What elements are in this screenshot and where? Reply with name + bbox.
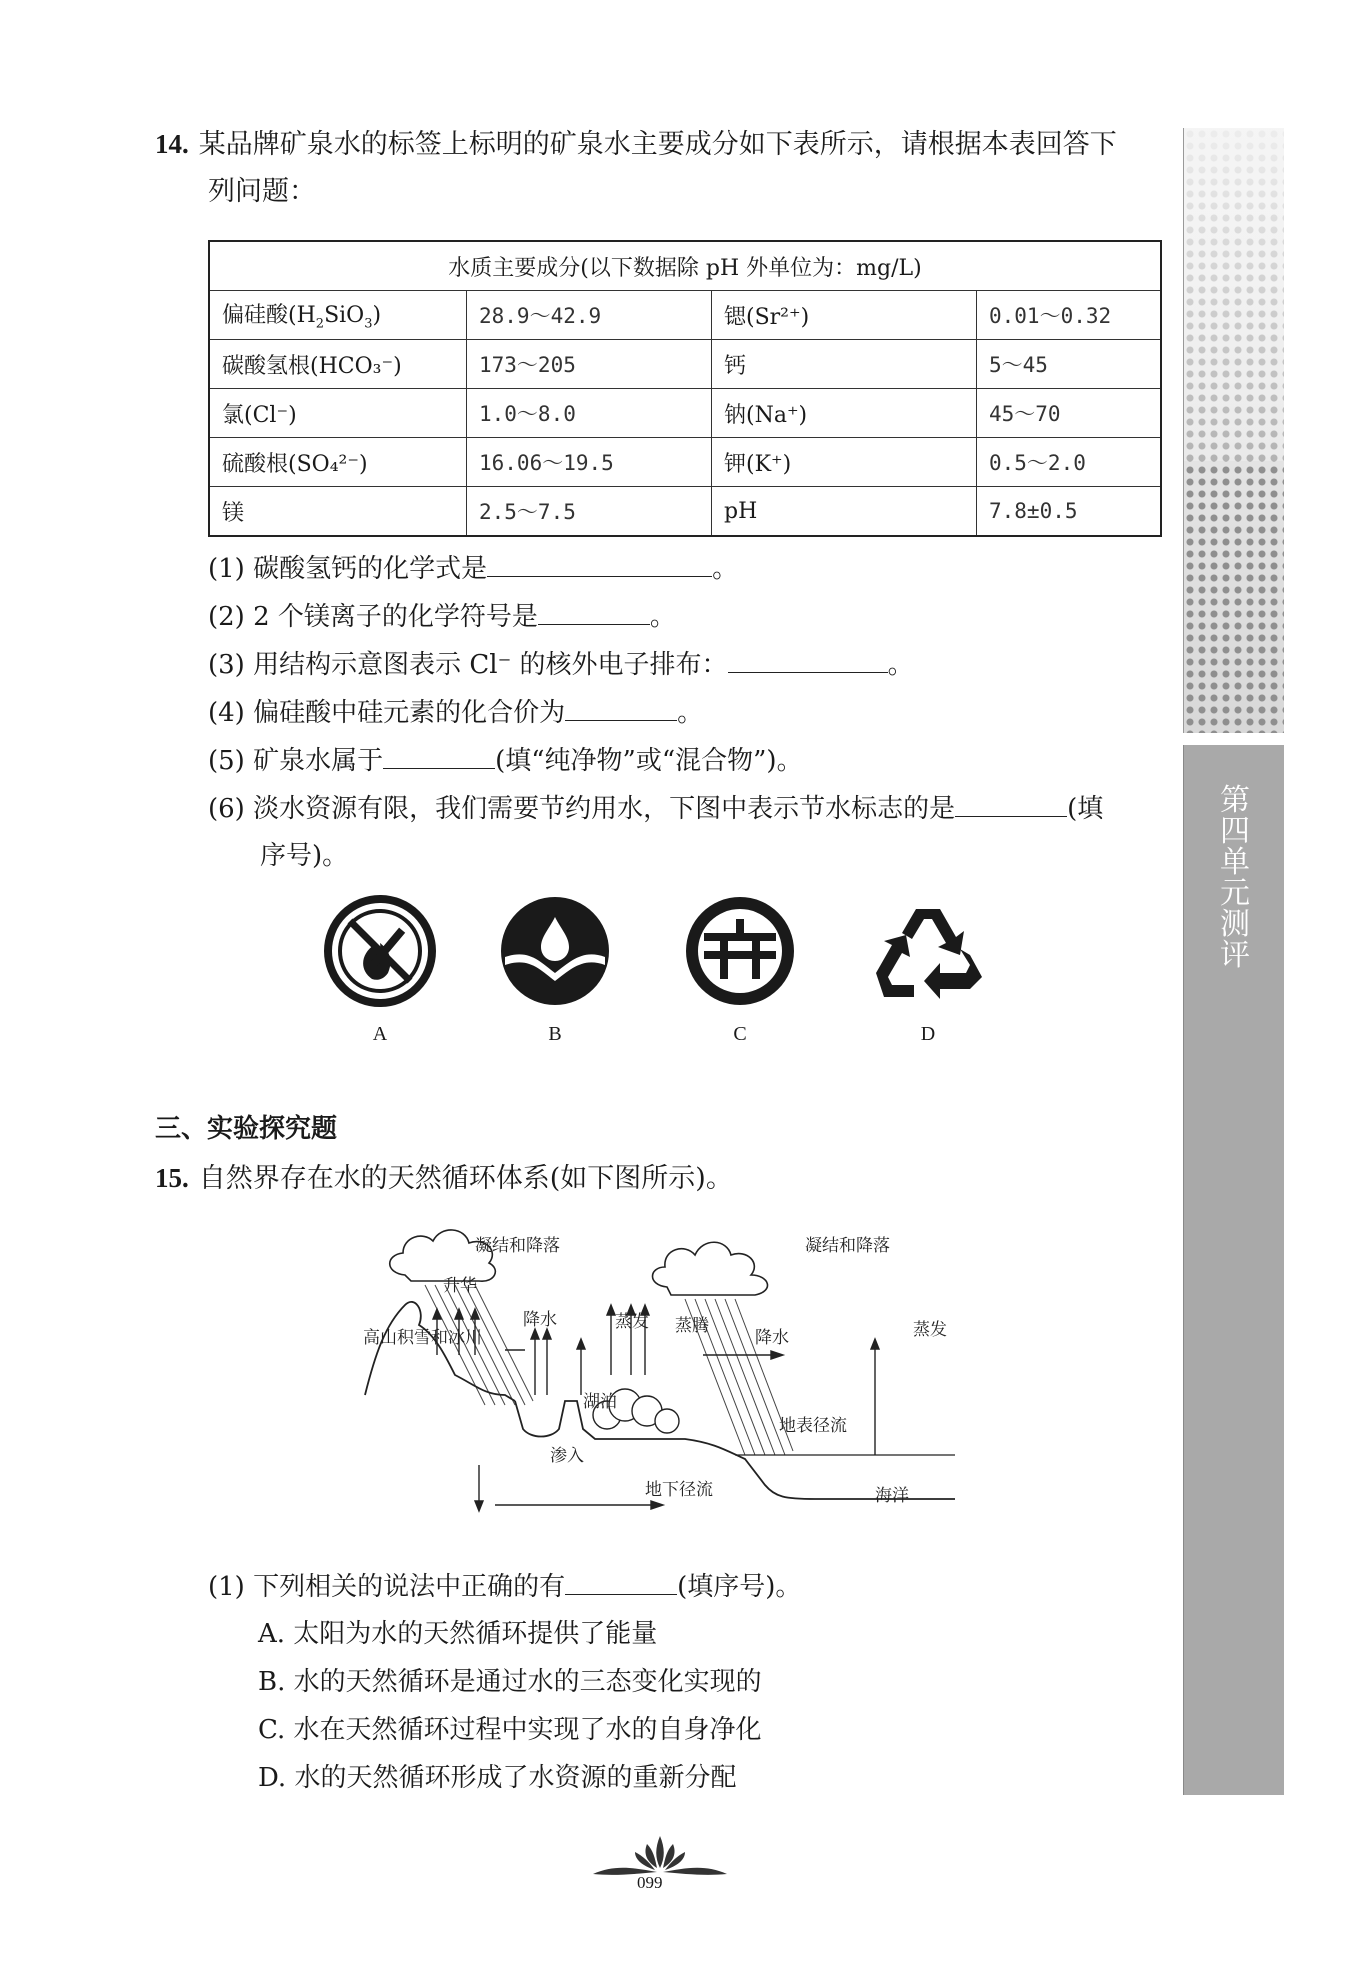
q14-sub4: (4) 偏硅酸中硅元素的化合价为 。 [208, 692, 703, 733]
recycle-icon [868, 895, 988, 1007]
answer-blank[interactable] [538, 596, 650, 625]
no-fire-icon [324, 895, 436, 1007]
water-cycle-diagram [355, 1215, 965, 1520]
table-cell-name: 偏硅酸$(H_2SiO_3)$ [209, 291, 467, 340]
sign-options [320, 895, 1000, 1045]
table-cell-value: 1.0～8.0 [467, 389, 712, 438]
sidebar-dot-pattern [1183, 128, 1284, 733]
answer-blank[interactable] [565, 692, 677, 721]
page-number: 099 [637, 1873, 663, 1892]
table-cell-name: pH [712, 487, 977, 537]
table-cell-value: 5～45 [977, 340, 1162, 389]
q14-sub3: (3) 用结构示意图表示 Cl⁻ 的核外电子排布： 。 [208, 644, 914, 685]
label-ocean: 海洋 [875, 1486, 909, 1506]
table-row [209, 487, 1161, 537]
q14-sub6-cont: 序号)。 [260, 841, 349, 871]
table-cell-value: 45～70 [977, 389, 1162, 438]
table-cell-value: 0.01～0.32 [977, 291, 1162, 340]
option-a[interactable]: A [320, 895, 440, 1046]
label-transpiration: 蒸腾 [675, 1316, 709, 1336]
option-a-text: A. 太阳为水的天然循环提供了能量 [258, 1619, 658, 1649]
q14-sub6: (6) 淡水资源有限，我们需要节约用水，下图中表示节水标志的是 (填 [208, 788, 1103, 829]
q14-sub1: (1) 碳酸氢钙的化学式是 。 [208, 548, 738, 589]
table-row [209, 389, 1161, 438]
table-cell-name: 锶(Sr²⁺) [712, 291, 977, 340]
section-title: 三、实验探究题 [155, 1114, 338, 1144]
q14-sub2: (2) 2 个镁离子的化学符号是 。 [208, 596, 676, 637]
table-cell-name: 钾(K⁺) [712, 438, 977, 487]
table-cell-name: 镁 [209, 487, 467, 537]
label-surface-runoff: 地表径流 [779, 1416, 847, 1436]
q15-text: 自然界存在水的天然循环体系(如下图所示)。 [198, 1163, 733, 1194]
answer-blank[interactable] [955, 788, 1067, 817]
label-condensation-left: 凝结和降落 [475, 1236, 560, 1256]
table-cell-value: 16.06～19.5 [467, 438, 712, 487]
answer-blank[interactable] [565, 1566, 677, 1595]
label-condensation-right: 凝结和降落 [805, 1236, 890, 1256]
table-cell-name: 硫酸根(SO₄²⁻) [209, 438, 467, 487]
mineral-table [208, 240, 1162, 537]
table-row [209, 340, 1161, 389]
q14-text-line2: 列问题： [208, 176, 316, 207]
table-cell-value: 0.5～2.0 [977, 438, 1162, 487]
cloud-right [653, 1242, 768, 1295]
table-row [209, 438, 1161, 487]
option-b[interactable]: B [495, 895, 615, 1046]
answer-blank[interactable] [728, 644, 888, 673]
table-cell-name: 碳酸氢根(HCO₃⁻) [209, 340, 467, 389]
q14-sub5: (5) 矿泉水属于 (填“纯净物”或“混合物”)。 [208, 740, 803, 781]
label-infiltration: 渗入 [550, 1446, 584, 1466]
label-evaporation-right: 蒸发 [913, 1320, 947, 1340]
table-cell-name: 钠(Na⁺) [712, 389, 977, 438]
q15-sub1: (1) 下列相关的说法中正确的有 (填序号)。 [208, 1566, 801, 1607]
option-c[interactable]: C [680, 895, 800, 1046]
table-cell-value: 2.5～7.5 [467, 487, 712, 537]
label-evaporation-left: 蒸发 [615, 1312, 649, 1332]
table-cell-name: 氯(Cl⁻) [209, 389, 467, 438]
option-b-text: B. 水的天然循环是通过水的三态变化实现的 [258, 1667, 762, 1697]
table-cell-name: 钙 [712, 340, 977, 389]
q15-stem [155, 1154, 733, 1203]
label-sublimation: 升华 [443, 1276, 477, 1296]
q14-text-line1: 某品牌矿泉水的标签上标明的矿泉水主要成分如下表所示，请根据本表回答下 [198, 129, 1117, 160]
table-cell-value: 173～205 [467, 340, 712, 389]
answer-blank[interactable] [383, 740, 495, 769]
q14-stem-line1 [155, 120, 1117, 169]
table-cell-value: 28.9～42.9 [467, 291, 712, 340]
option-d-text: D. 水的天然循环形成了水资源的重新分配 [258, 1763, 737, 1793]
table-header-row [209, 241, 1161, 291]
water-saving-icon [499, 895, 611, 1007]
label-rain-right: 降水 [755, 1328, 789, 1348]
green-food-icon [684, 895, 796, 1007]
label-rain-left: 降水 [523, 1310, 557, 1330]
option-c-text: C. 水在天然循环过程中实现了水的自身净化 [258, 1715, 762, 1745]
option-d[interactable]: D [868, 895, 988, 1046]
table-cell-value: 7.8±0.5 [977, 487, 1162, 537]
sidebar-title: 第 四 单 元 测 评 [1220, 783, 1250, 973]
label-glacier: 高山积雪和冰川 [363, 1328, 482, 1348]
label-lake: 湖泊 [583, 1392, 617, 1412]
answer-blank[interactable] [487, 548, 712, 577]
table-row [209, 291, 1161, 340]
q15-number: 15. [155, 1163, 189, 1193]
table-header: 水质主要成分(以下数据除 pH 外单位为：mg/L) [209, 241, 1161, 291]
q14-number: 14. [155, 129, 189, 159]
label-groundwater: 地下径流 [645, 1480, 713, 1500]
